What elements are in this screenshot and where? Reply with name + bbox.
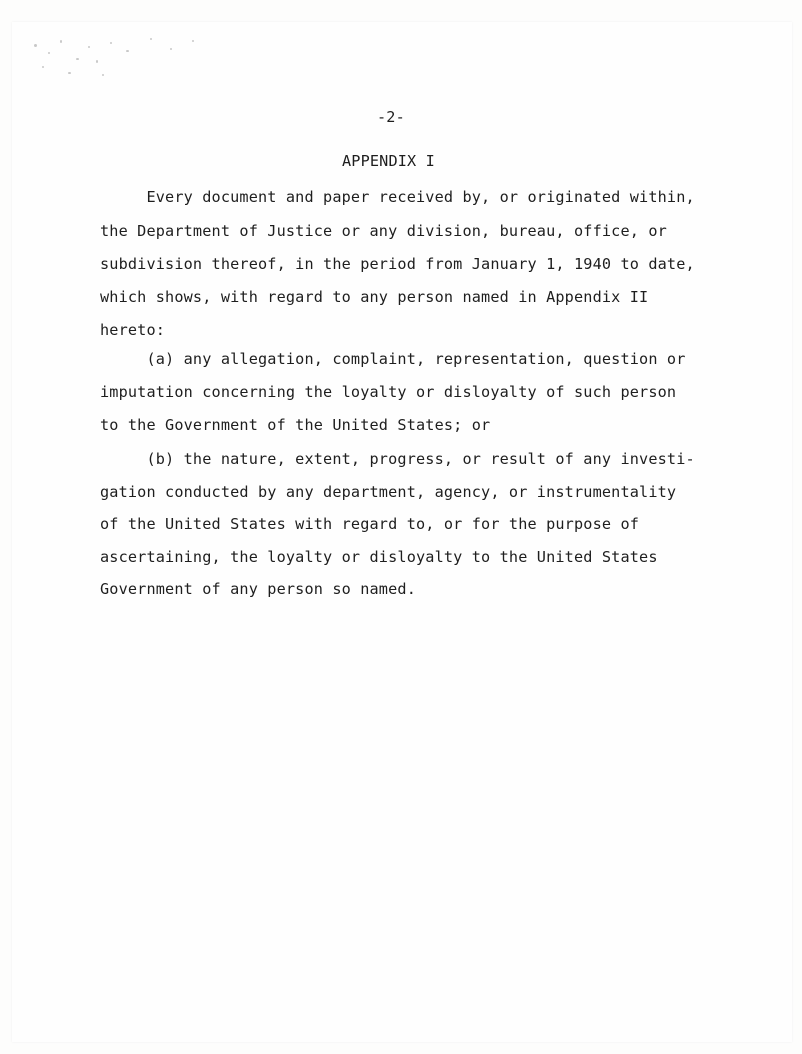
speck [150, 38, 152, 40]
appendix-heading: APPENDIX I [342, 152, 435, 170]
speck [192, 40, 194, 42]
paragraph-1-line-4: which shows, with regard to any person named in Appendix II [100, 288, 649, 306]
paragraph-3-line-1: (b) the nature, extent, progress, or result of any investi- [100, 450, 695, 468]
paragraph-3-line-4: ascertaining, the loyalty or disloyalty to the United States [100, 548, 658, 566]
speck [48, 52, 50, 54]
speck [126, 50, 129, 52]
speck [110, 42, 112, 44]
speck [42, 66, 44, 68]
paragraph-3-line-2: gation conducted by any department, agency, or instrumentality [100, 483, 677, 501]
paragraph-1-line-5: hereto: [100, 321, 166, 339]
page-number: -2- [377, 108, 405, 126]
paragraph-1-line-3: subdivision thereof, in the period from January 1, 1940 to date, [100, 255, 695, 273]
paragraph-1-line-1: Every document and paper received by, or originated within, [100, 188, 695, 206]
paragraph-3-line-5: Government of any person so named. [100, 580, 416, 598]
paragraph-3-line-3: of the United States with regard to, or for the purpose of [100, 515, 640, 533]
speck [102, 74, 104, 76]
speck [68, 72, 71, 74]
paragraph-2-line-3: to the Government of the United States; or [100, 416, 491, 434]
paragraph-1-line-2: the Department of Justice or any division, bureau, office, or [100, 222, 667, 240]
speck [88, 46, 90, 48]
speck [34, 44, 37, 47]
speck [76, 58, 79, 60]
paper-speckles [30, 30, 210, 90]
paragraph-2-line-2: imputation concerning the loyalty or disloyalty of such person [100, 383, 677, 401]
speck [96, 60, 98, 63]
speck [170, 48, 172, 50]
paragraph-2-line-1: (a) any allegation, complaint, representation, question or [100, 350, 686, 368]
speck [60, 40, 62, 43]
